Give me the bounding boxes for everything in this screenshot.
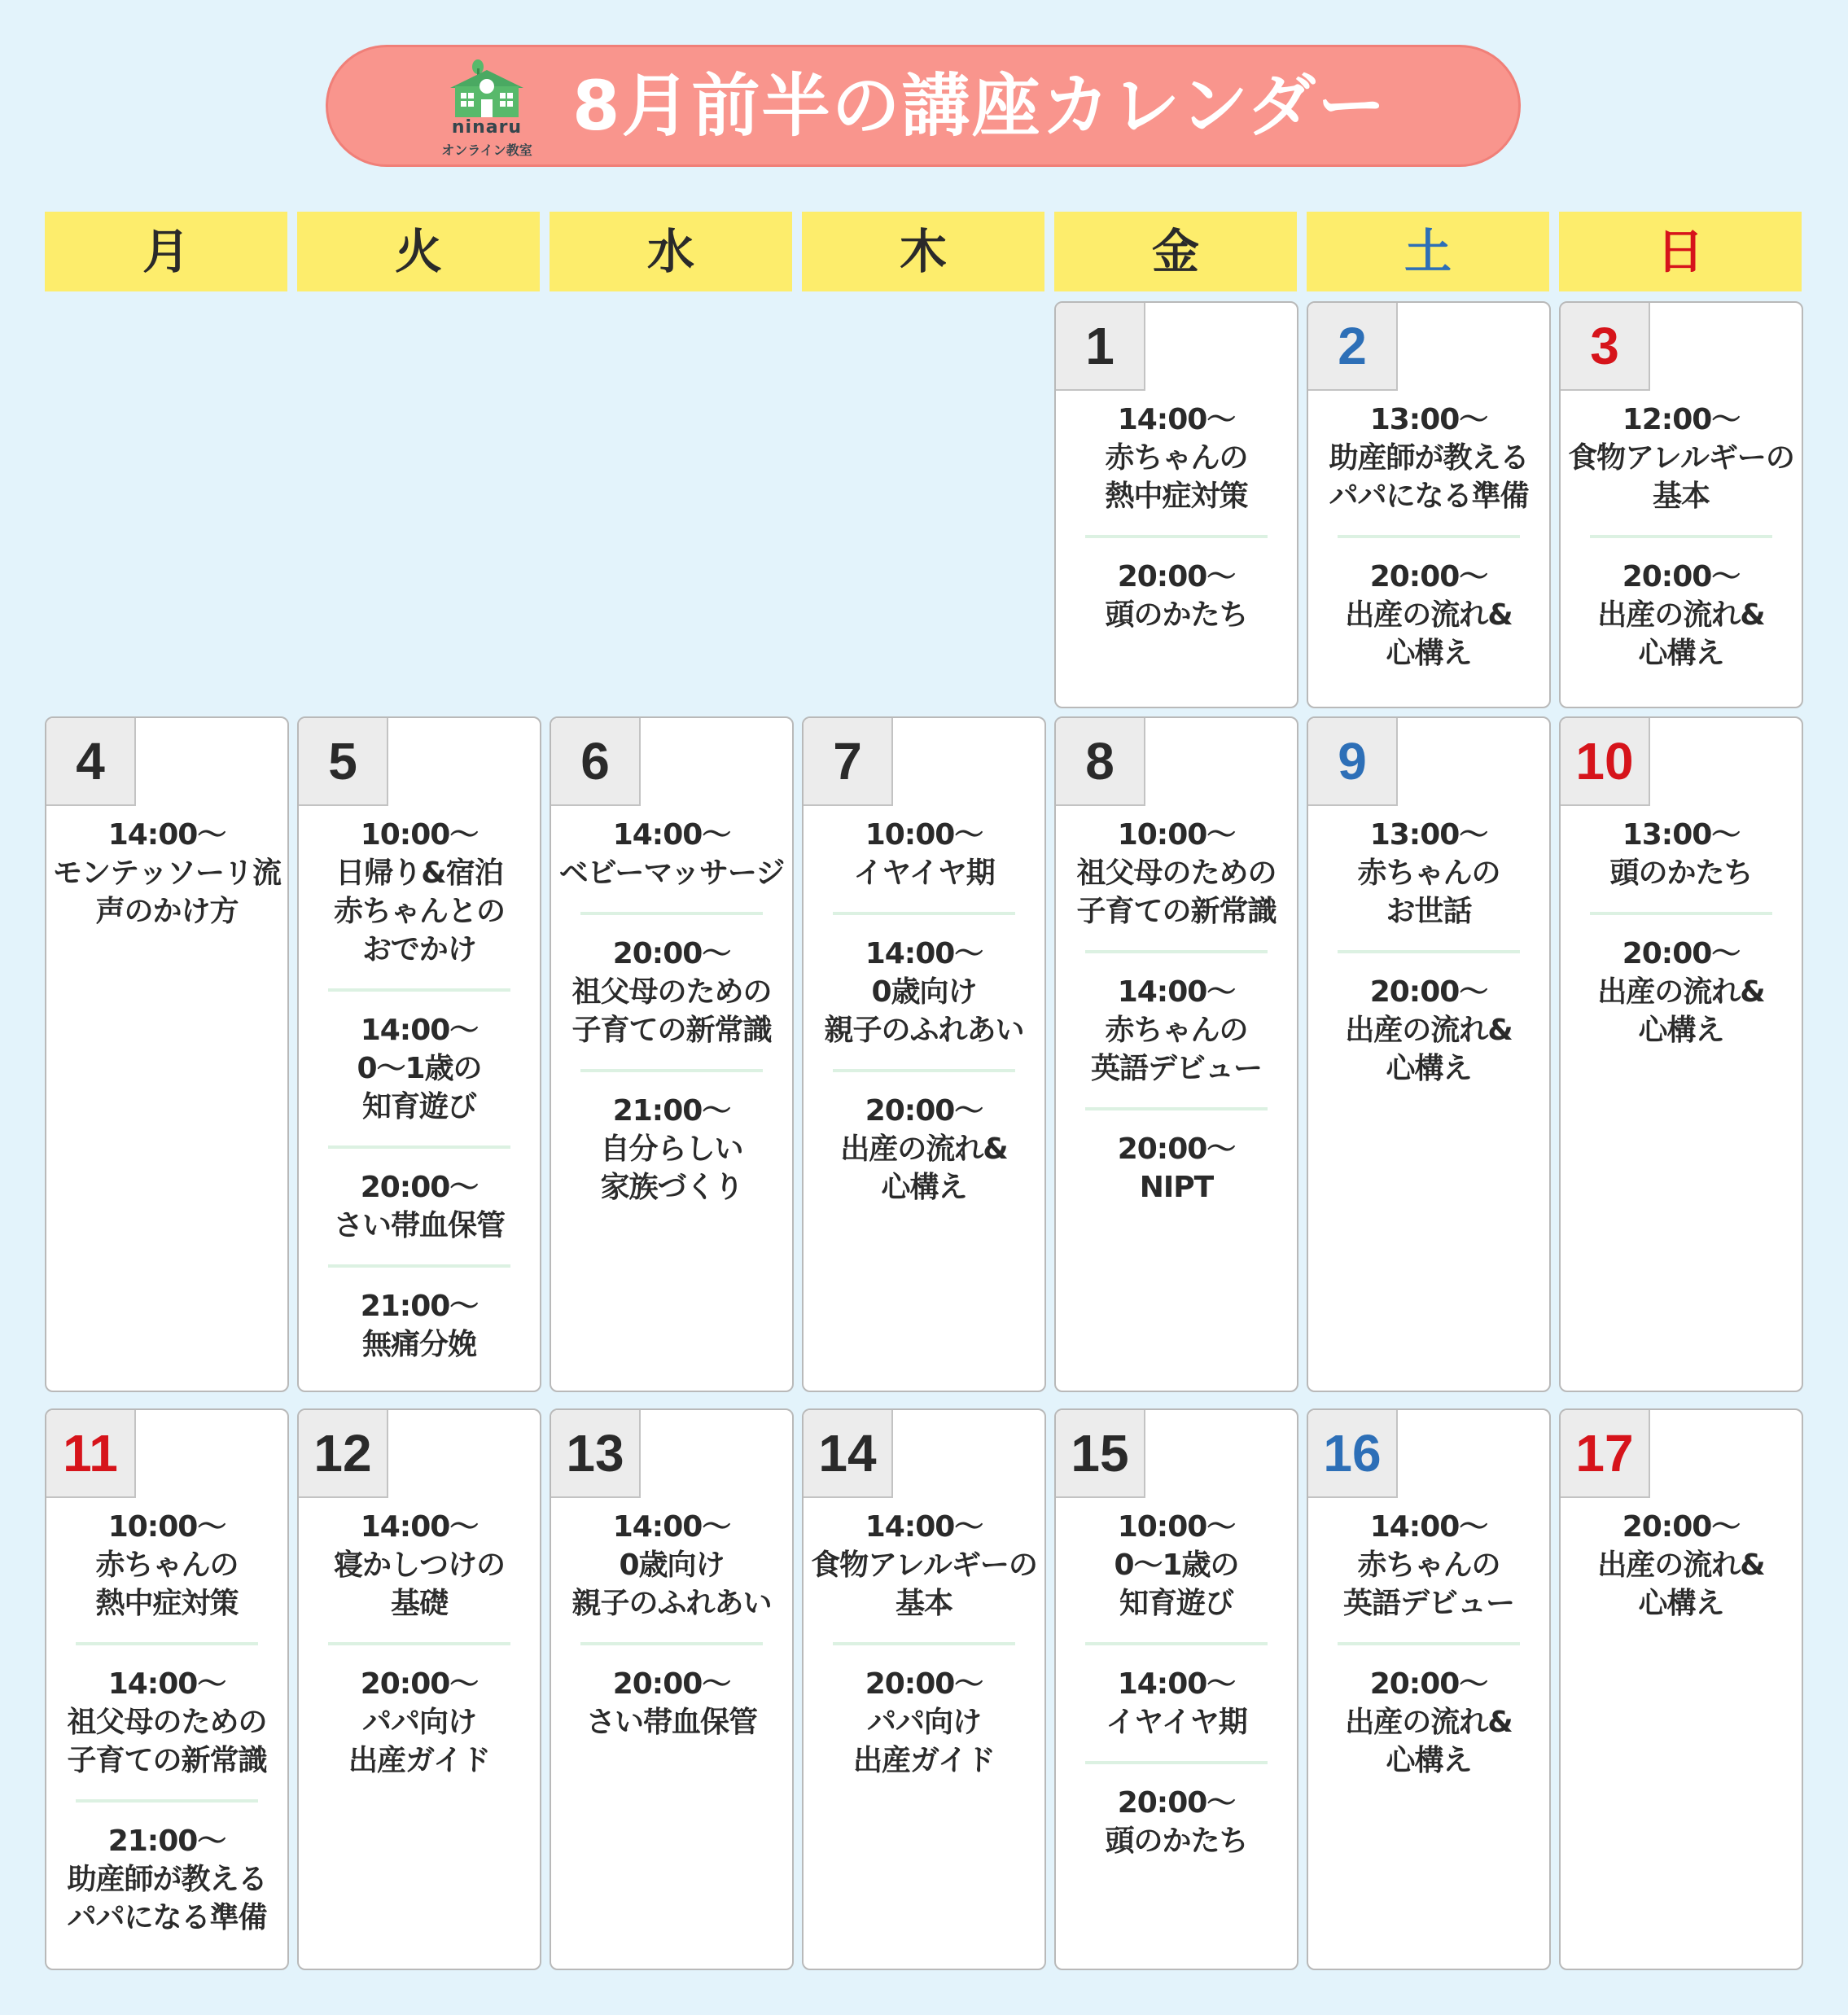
event-list (1561, 401, 1802, 672)
event-divider (833, 1642, 1015, 1645)
day-cell-6 (550, 716, 794, 1392)
event-title-line: 親子のふれあい (571, 1587, 772, 1620)
day-cell-2 (1307, 301, 1551, 708)
day-cell-10 (1559, 716, 1803, 1392)
event-block (1561, 558, 1802, 672)
event-list (804, 1508, 1044, 1780)
event-title-line: 声のかけ方 (95, 895, 239, 928)
event-block (1308, 816, 1549, 931)
event-time: 20:00〜 (865, 1667, 983, 1701)
event-time: 14:00〜 (1117, 1667, 1236, 1701)
event-title-line: 赤ちゃんの (1357, 856, 1500, 890)
event-title-line: 0歳向け (619, 1548, 725, 1582)
event-time: 20:00〜 (1622, 1510, 1741, 1544)
day-number: 14 (804, 1410, 893, 1498)
day-number: 6 (551, 718, 641, 806)
event-divider (1085, 1761, 1268, 1764)
event-block (299, 1011, 540, 1126)
event-time: 13:00〜 (1369, 818, 1488, 852)
event-divider (1085, 1642, 1268, 1645)
event-title-line: 心構え (1386, 1744, 1472, 1777)
event-title-line: 助産師が教える (67, 1863, 267, 1896)
event-time: 20:00〜 (612, 1667, 731, 1701)
event-title-line: 知育遊び (361, 1090, 476, 1124)
event-title-line: 心構え (1638, 637, 1724, 670)
day-cell-16 (1307, 1408, 1551, 1970)
weekday-fri: 金 (1054, 212, 1297, 291)
event-block (1056, 973, 1297, 1088)
event-title-line: 心構え (881, 1171, 967, 1204)
event-block (299, 1287, 540, 1364)
title-banner (326, 45, 1521, 167)
event-block (46, 816, 287, 931)
day-cell-4 (45, 716, 289, 1392)
weekday-wed: 水 (550, 212, 792, 291)
event-list (1561, 1508, 1802, 1623)
event-time: 20:00〜 (1117, 560, 1236, 594)
event-title-line: 頭のかたち (1105, 1824, 1248, 1858)
event-list (1561, 816, 1802, 1049)
event-block (46, 1508, 287, 1623)
event-block (1308, 973, 1549, 1088)
event-block (804, 816, 1044, 892)
event-time: 21:00〜 (612, 1094, 731, 1128)
event-divider (1590, 535, 1772, 538)
event-divider (833, 912, 1015, 915)
day-cell-14 (802, 1408, 1046, 1970)
event-title-line: 親子のふれあい (824, 1014, 1024, 1047)
day-number: 5 (299, 718, 388, 806)
weekday-thu: 木 (802, 212, 1044, 291)
event-title-line: 出産の流れ& (1345, 1706, 1513, 1739)
event-divider (328, 988, 510, 992)
event-title-line: 基礎 (390, 1587, 448, 1620)
event-title-line: 助産師が教える (1329, 441, 1529, 475)
event-title-line: 出産ガイド (348, 1744, 490, 1777)
event-divider (328, 1264, 510, 1268)
event-block (1561, 1508, 1802, 1623)
event-title-line: 心構え (1386, 1052, 1472, 1085)
event-time: 10:00〜 (107, 1510, 226, 1544)
day-cell-1 (1054, 301, 1298, 708)
ninaru-logo (442, 59, 532, 158)
event-title-line: 赤ちゃんとの (333, 895, 505, 928)
event-title-line: 食物アレルギーの (1568, 441, 1794, 475)
event-title-line: NIPT (1139, 1171, 1214, 1204)
event-title-line: 家族づくり (600, 1171, 743, 1204)
event-time: 14:00〜 (360, 1014, 479, 1047)
event-time: 20:00〜 (1369, 975, 1488, 1009)
event-title-line: さい帯血保管 (333, 1209, 505, 1242)
day-cell-11 (45, 1408, 289, 1970)
event-divider (1338, 950, 1520, 953)
event-list (551, 1508, 792, 1741)
event-block (1561, 816, 1802, 892)
event-title-line: 0〜1歳の (357, 1052, 482, 1085)
day-number: 1 (1056, 303, 1145, 391)
event-block (1056, 1665, 1297, 1741)
event-time: 14:00〜 (865, 1510, 983, 1544)
event-time: 20:00〜 (360, 1667, 479, 1701)
event-divider (76, 1799, 258, 1803)
school-house-icon (442, 59, 532, 117)
event-block (299, 1168, 540, 1245)
event-block (1056, 558, 1297, 634)
event-title-line: 英語デビュー (1342, 1587, 1514, 1620)
weekday-sun: 日 (1559, 212, 1802, 291)
event-title-line: 英語デビュー (1090, 1052, 1262, 1085)
day-cell-3 (1559, 301, 1803, 708)
event-block (804, 1508, 1044, 1623)
event-title-line: 出産の流れ& (1597, 975, 1765, 1009)
event-time: 14:00〜 (1369, 1510, 1488, 1544)
event-time: 14:00〜 (612, 1510, 731, 1544)
event-list (804, 816, 1044, 1207)
day-number: 17 (1561, 1410, 1650, 1498)
day-cell-7 (802, 716, 1046, 1392)
event-list (46, 816, 287, 931)
day-cell-13 (550, 1408, 794, 1970)
event-block (551, 935, 792, 1049)
event-title-line: 祖父母のための (67, 1706, 267, 1739)
event-block (1308, 401, 1549, 515)
event-block (1056, 1784, 1297, 1860)
event-time: 13:00〜 (1369, 403, 1488, 436)
day-number: 12 (299, 1410, 388, 1498)
event-list (1056, 1508, 1297, 1860)
event-list (299, 1508, 540, 1780)
day-number: 4 (46, 718, 136, 806)
event-title-line: 頭のかたち (1609, 856, 1753, 890)
event-time: 20:00〜 (1117, 1132, 1236, 1166)
event-block (1308, 1508, 1549, 1623)
day-number: 10 (1561, 718, 1650, 806)
event-title-line: 出産の流れ& (840, 1132, 1008, 1166)
event-divider (1590, 912, 1772, 915)
event-title-line: さい帯血保管 (585, 1706, 757, 1739)
event-title-line: パパになる準備 (1329, 480, 1529, 513)
event-block (299, 1665, 540, 1780)
event-title-line: 食物アレルギーの (811, 1548, 1037, 1582)
day-cell-12 (297, 1408, 541, 1970)
event-title-line: 基本 (1652, 480, 1710, 513)
logo-subtitle: オンライン教室 (441, 142, 532, 158)
event-divider (580, 912, 763, 915)
event-divider (580, 1069, 763, 1072)
event-block (1056, 1130, 1297, 1207)
event-time: 14:00〜 (107, 818, 226, 852)
event-time: 14:00〜 (1117, 975, 1236, 1009)
event-title-line: 祖父母のための (1076, 856, 1277, 890)
event-divider (833, 1069, 1015, 1072)
event-time: 21:00〜 (360, 1290, 479, 1323)
event-title-line: 子育ての新常識 (1076, 895, 1277, 928)
event-title-line: お世話 (1386, 895, 1472, 928)
event-time: 12:00〜 (1622, 403, 1741, 436)
event-block (1308, 558, 1549, 672)
event-title-line: 心構え (1638, 1587, 1724, 1620)
event-time: 20:00〜 (1622, 937, 1741, 970)
day-number: 13 (551, 1410, 641, 1498)
event-title-line: 無痛分娩 (361, 1328, 476, 1361)
day-number: 16 (1308, 1410, 1398, 1498)
event-block (804, 1092, 1044, 1207)
event-divider (580, 1642, 763, 1645)
event-title-line: イヤイヤ期 (1106, 1706, 1247, 1739)
day-number: 3 (1561, 303, 1650, 391)
event-title-line: 寝かしつけの (333, 1548, 505, 1582)
event-block (1561, 935, 1802, 1049)
event-title-line: 熱中症対策 (1105, 480, 1248, 513)
event-divider (1085, 950, 1268, 953)
event-title-line: 出産の流れ& (1345, 1014, 1513, 1047)
event-divider (328, 1642, 510, 1645)
event-time: 14:00〜 (612, 818, 731, 852)
page-title: 8月前半の講座カレンダー (572, 66, 1387, 146)
event-title-line: パパ向け (361, 1706, 476, 1739)
event-list (1056, 816, 1297, 1207)
event-title-line: 出産の流れ& (1597, 1548, 1765, 1582)
day-cell-9 (1307, 716, 1551, 1392)
event-block (1308, 1665, 1549, 1780)
event-time: 20:00〜 (1622, 560, 1741, 594)
event-block (46, 1665, 287, 1780)
event-title-line: 心構え (1638, 1014, 1724, 1047)
event-time: 14:00〜 (360, 1510, 479, 1544)
event-time: 10:00〜 (1117, 1510, 1236, 1544)
event-title-line: パパ向け (866, 1706, 981, 1739)
day-number: 8 (1056, 718, 1145, 806)
event-time: 10:00〜 (360, 818, 479, 852)
event-title-line: 熱中症対策 (95, 1587, 239, 1620)
event-list (46, 1508, 287, 1937)
event-block (46, 1822, 287, 1937)
event-block (1561, 401, 1802, 515)
event-time: 13:00〜 (1622, 818, 1741, 852)
event-list (1308, 401, 1549, 672)
event-title-line: 赤ちゃんの (1357, 1548, 1500, 1582)
event-title-line: 自分らしい (600, 1132, 743, 1166)
day-number: 2 (1308, 303, 1398, 391)
day-number: 11 (46, 1410, 136, 1498)
day-number: 7 (804, 718, 893, 806)
day-cell-15 (1054, 1408, 1298, 1970)
event-time: 10:00〜 (865, 818, 983, 852)
event-title-line: おでかけ (362, 933, 476, 966)
day-cell-8 (1054, 716, 1298, 1392)
event-title-line: パパになる準備 (67, 1901, 267, 1934)
event-title-line: 0歳向け (871, 975, 977, 1009)
event-time: 20:00〜 (612, 937, 731, 970)
event-time: 14:00〜 (107, 1667, 226, 1701)
event-block (804, 935, 1044, 1049)
event-block (551, 1508, 792, 1623)
event-title-line: 祖父母のための (571, 975, 772, 1009)
event-time: 20:00〜 (1369, 1667, 1488, 1701)
event-title-line: 頭のかたち (1105, 598, 1248, 632)
event-title-line: 赤ちゃんの (1105, 1014, 1248, 1047)
event-title-line: 出産の流れ& (1597, 598, 1765, 632)
event-title-line: 出産の流れ& (1345, 598, 1513, 632)
event-title-line: モンテッソーリ流 (52, 856, 281, 890)
event-title-line: 知育遊び (1119, 1587, 1233, 1620)
event-time: 20:00〜 (1117, 1786, 1236, 1820)
event-divider (328, 1145, 510, 1149)
day-cell-17 (1559, 1408, 1803, 1970)
event-title-line: 0〜1歳の (1114, 1548, 1239, 1582)
event-list (299, 816, 540, 1364)
event-title-line: 日帰り&宿泊 (335, 856, 503, 890)
event-title-line: 赤ちゃんの (1105, 441, 1248, 475)
event-title-line: 子育ての新常識 (571, 1014, 772, 1047)
event-block (1056, 816, 1297, 931)
event-title-line: 子育ての新常識 (67, 1744, 267, 1777)
event-time: 14:00〜 (1117, 403, 1236, 436)
logo-brand: ninaru (451, 117, 523, 138)
event-title-line: 基本 (895, 1587, 952, 1620)
event-time: 21:00〜 (107, 1824, 226, 1858)
event-block (1056, 401, 1297, 515)
event-list (1308, 1508, 1549, 1780)
event-time: 14:00〜 (865, 937, 983, 970)
event-list (1056, 401, 1297, 634)
day-cell-5 (297, 716, 541, 1392)
event-title-line: 心構え (1386, 637, 1472, 670)
event-block (551, 816, 792, 892)
event-block (299, 1508, 540, 1623)
day-number: 9 (1308, 718, 1398, 806)
weekday-mon: 月 (45, 212, 287, 291)
event-list (551, 816, 792, 1207)
event-divider (1085, 535, 1268, 538)
event-divider (1338, 535, 1520, 538)
event-time: 20:00〜 (865, 1094, 983, 1128)
event-time: 20:00〜 (360, 1171, 479, 1204)
weekday-sat: 土 (1307, 212, 1549, 291)
day-number: 15 (1056, 1410, 1145, 1498)
weekday-tue: 火 (297, 212, 540, 291)
event-list (1308, 816, 1549, 1088)
event-time: 10:00〜 (1117, 818, 1236, 852)
event-time: 20:00〜 (1369, 560, 1488, 594)
event-title-line: 出産ガイド (853, 1744, 995, 1777)
event-divider (1338, 1642, 1520, 1645)
event-title-line: 赤ちゃんの (95, 1548, 239, 1582)
event-title-line: イヤイヤ期 (853, 856, 995, 890)
event-block (804, 1665, 1044, 1780)
event-block (1056, 1508, 1297, 1623)
event-divider (1085, 1107, 1268, 1110)
event-block (551, 1665, 792, 1741)
event-divider (76, 1642, 258, 1645)
event-block (299, 816, 540, 969)
event-block (551, 1092, 792, 1207)
event-title-line: ベビーマッサージ (558, 856, 785, 890)
